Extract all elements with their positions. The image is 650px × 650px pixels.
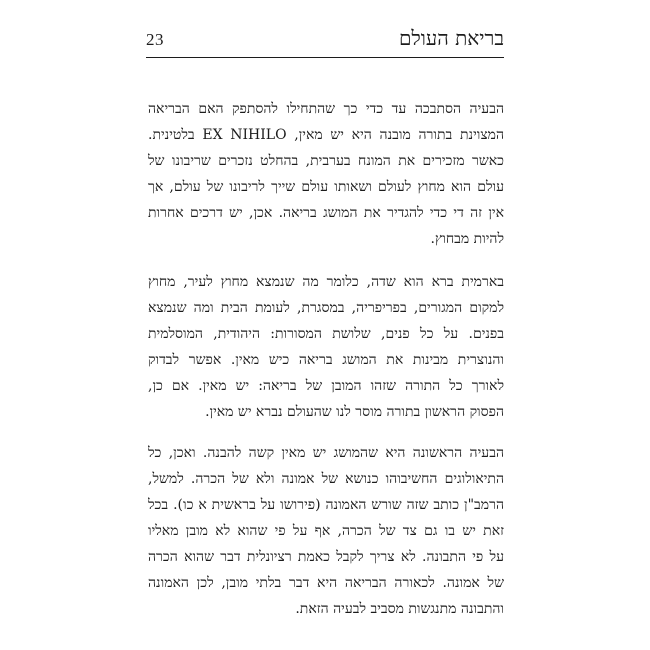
text-line: בפנים. על כל פנים, שלושת המסורות: היהודית, המוסלמית bbox=[148, 326, 504, 342]
text-line: כאשר מזכירים את המונח בערבית, בהחלט נזכרים שריבונו של bbox=[148, 153, 504, 169]
page-number: 23 bbox=[146, 30, 164, 49]
paragraph-2 bbox=[148, 269, 504, 425]
text-line: זאת יש בו גם צד של הכרה, אף על פי שהוא לא מובן מאליו bbox=[148, 523, 504, 539]
text-line: של אמונה. לכאורה הבריאה היא דבר בלתי מובן, לכן האמונה bbox=[148, 575, 504, 591]
text-line: הבעיה הראשונה היא שהמושג יש מאין קשה להבנה. ואכן, כל bbox=[148, 445, 504, 461]
text-line: התיאולוגים החשיבוהו כנושא של אמונה ולא של הכרה. למשל, bbox=[148, 471, 504, 487]
text-line: למקום המגורים, בפריפריה, במסגרת, לעומת הבית ומה שנמצא bbox=[148, 300, 504, 316]
text-line: להיות מבחוץ. bbox=[430, 231, 504, 247]
text-line: הפסוק הראשון בתורה מוסר לנו שהעולם נברא יש מאין. bbox=[205, 404, 504, 420]
text-line: המצוינת בתורה מובנה היא יש מאין, EX NIHILO בלטינית. bbox=[148, 127, 504, 143]
running-title: בריאת העולם bbox=[398, 26, 504, 50]
paragraph-3 bbox=[148, 440, 504, 622]
text-line: הרמב"ן כותב שזה שורש האמונה (פירושו על בראשית א כו). בכל bbox=[148, 497, 504, 513]
text-line: עולם הוא מחוץ לעולם ושאותו עולם שייך לריבונו של עולם, אך bbox=[148, 179, 504, 195]
text-line: לאורך כל התורה שזהו המובן של בריאה: יש מאין. אם כן, bbox=[148, 378, 504, 394]
text-line: והתבונה מתנגשות מסביב לבעיה הזאת. bbox=[295, 601, 504, 617]
text-line: הבעיה הסתבכה עד כדי כך שהתחילו להסתפק האם הבריאה bbox=[148, 101, 504, 117]
header-rule bbox=[146, 57, 504, 58]
paragraph-1 bbox=[148, 96, 504, 252]
text-line: בארמית ברא הוא שדה, כלומר מה שנמצא מחוץ לעיר, מחוץ bbox=[148, 274, 504, 290]
text-line: על פי התבונה. לא צריך לקבל כאמת רציונלית דבר שהוא הכרה bbox=[148, 549, 504, 565]
text-line: והנוצרית מבינות את המושג בריאה כיש מאין. אפשר לבדוק bbox=[148, 352, 504, 368]
text-line: אין זה די כדי להגדיר את המושג בריאה. אכן, יש דרכים אחרות bbox=[148, 205, 504, 221]
